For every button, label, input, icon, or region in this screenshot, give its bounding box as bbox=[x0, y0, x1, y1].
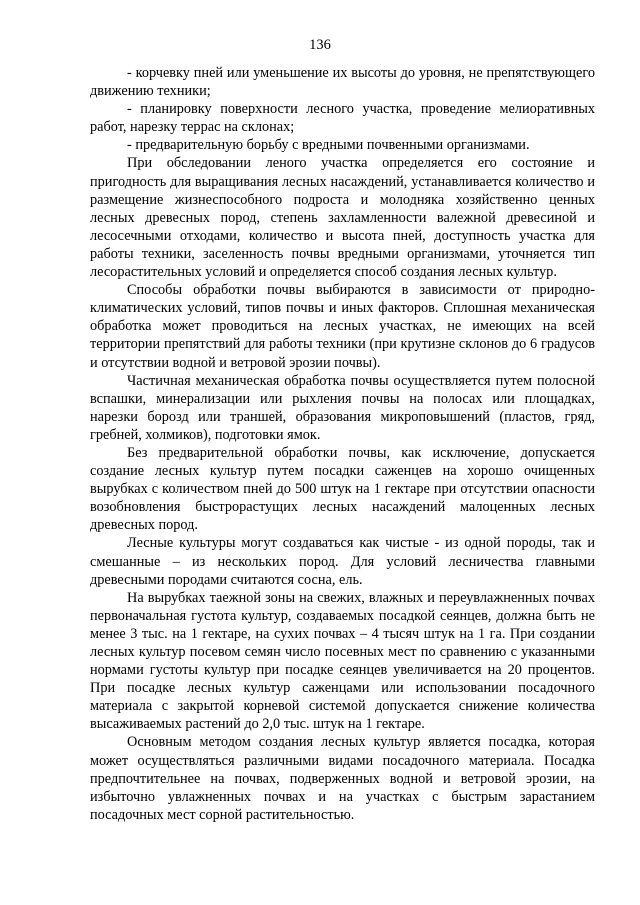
paragraph-no-pretreatment: Без предварительной обработки почвы, как исключение, допускается создание лесных культур путем посадки саженцев на хорошо очищенных вырубках с количеством пней до 500 штук на 1 гектаре при отсутствии опасности возобновления быстрорастущих лесных насаждений малоценных лесных древесных пород. bbox=[90, 444, 595, 534]
paragraph-partial-treatment: Частичная механическая обработка почвы осуществляется путем полосной вспашки, минерализации или рыхления почвы на полосах или площадках, нарезки борозд или траншей, образования микроповышений (пластов, гряд, гребней, холмиков), подготовки ямок. bbox=[90, 372, 595, 443]
paragraph-pure-mixed-cultures: Лесные культуры могут создаваться как чистые - из одной породы, так и смешанные – из нескольких пород. Для условий лесничества главными древесными породами считаются сосна, ель. bbox=[90, 535, 595, 588]
document-body bbox=[90, 64, 595, 824]
page-number: 136 bbox=[309, 37, 331, 53]
paragraph-soil-treatment-methods: Способы обработки почвы выбираются в зависимости от природно-климатических условий, типов почвы и иных факторов. Сплошная механическая обработка может проводиться на лесных участках, не имеющих на всей территории препятствий для работы техники (при крутизне склонов до 6 градусов и отсутствии водной и ветровой эрозии почвы). bbox=[90, 282, 595, 371]
list-item-surface-planning: - планировку поверхности лесного участка, проведение мелиоративных работ, нарезку террас на склонах; bbox=[90, 101, 595, 136]
paragraph-site-survey: При обследовании леного участка определяется его состояние и пригодность для выращивания лесных насаждений, устанавливается количество и размещение жизнеспособного подроста и молодняка хозяйственно ценных лесных древесных пород, степень захламленности валежной древесиной и лесосечными отходами, количество и высота пней, доступность участка для работы техники, заселенность почвы вредными организмами, уточняется тип лесорастительных условий и определяется способ создания лесных культур. bbox=[90, 155, 595, 281]
paragraph-planting-density: На вырубках таежной зоны на свежих, влажных и переувлажненных почвах первоначальная густота культур, создаваемых посадкой сеянцев, должна быть не менее 3 тыс. на 1 гектаре, на сухих почвах – 4 тысяч штук на 1 га. При создании лесных культур посевом семян число посевных мест по сравнению с указанными нормами густоты культур при посадке сеянцев увеличивается на 20 процентов. При посадке лесных культур саженцами или использовании посадочного материала с закрытой корневой системой допускается снижение количества высаживаемых растений до 2,0 тыс. штук на 1 гектаре. bbox=[90, 589, 595, 733]
list-item-stump-removal: - корчевку пней или уменьшение их высоты до уровня, не препятствующего движению техники; bbox=[90, 65, 595, 100]
paragraph-planting-method: Основным методом создания лесных культур является посадка, которая может осуществляться различными видами посадочного материала. Посадка предпочтительнее на почвах, подверженных водной и ветровой эрозии, на избыточно увлажненных почвах и на участках с быстрым зарастанием посадочных мест сорной растительностью. bbox=[90, 734, 595, 823]
list-item-pest-control: - предварительную борьбу с вредными почвенными организмами. bbox=[127, 137, 530, 154]
